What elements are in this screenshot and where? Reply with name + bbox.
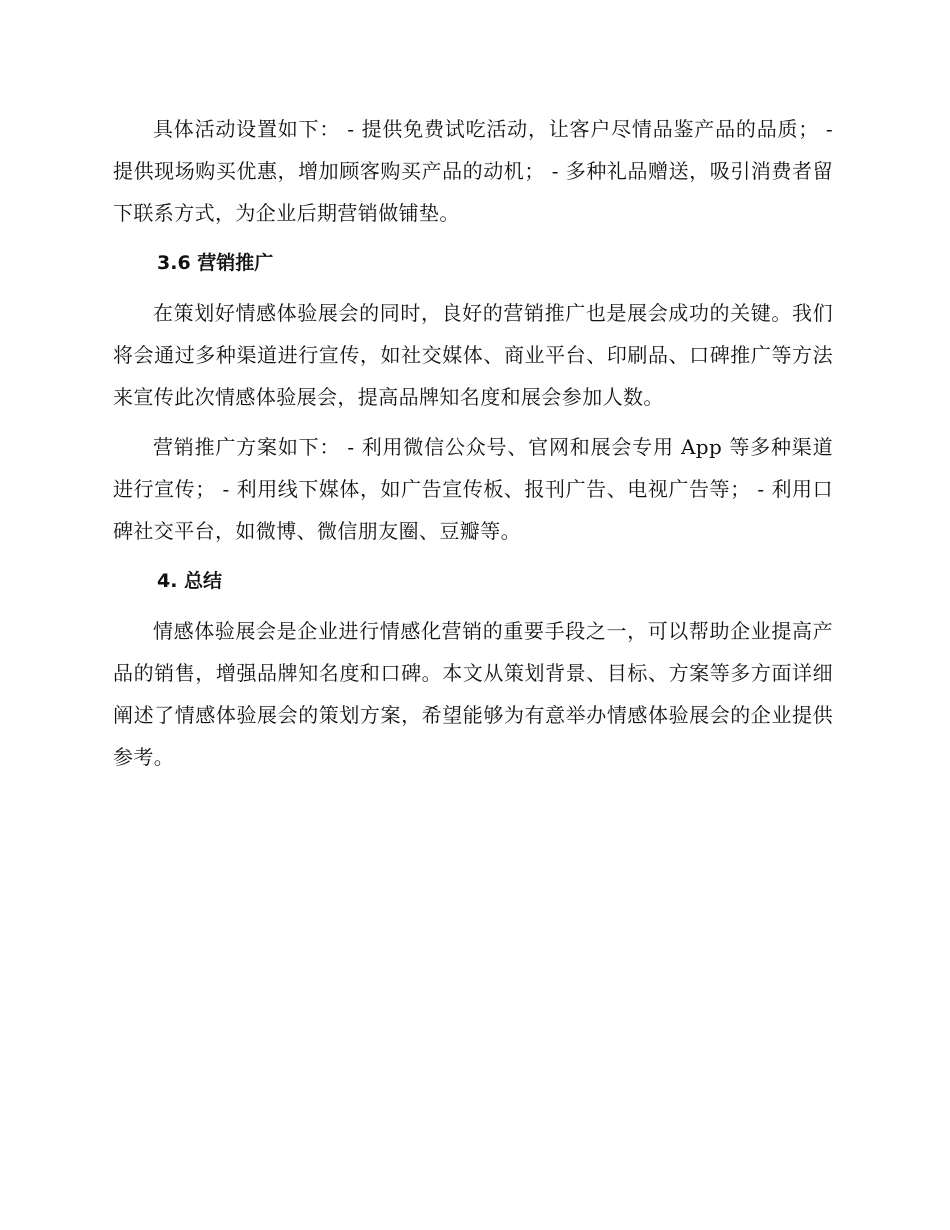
paragraph-marketing-plan: 营销推广方案如下： - 利用微信公众号、官网和展会专用 App 等多种渠道进行宣传； - 利用线下媒体，如广告宣传板、报刊广告、电视广告等； - 利用口碑社交平台，如微博、微信朋友圈、豆瓣等。: [113, 435, 833, 543]
paragraph-marketing-intro: 在策划好情感体验展会的同时，良好的营销推广也是展会成功的关键。我们将会通过多种渠道进行宣传，如社交媒体、商业平台、印刷品、口碑推广等方法来宣传此次情感体验展会，提高品牌知名度和展会参加人数。: [113, 301, 833, 409]
section-heading-summary: 4. 总结: [157, 570, 223, 592]
paragraph-activities: 具体活动设置如下： - 提供免费试吃活动，让客户尽情品鉴产品的品质； - 提供现场购买优惠，增加顾客购买产品的动机； - 多种礼品赠送，吸引消费者留下联系方式，为企业后期营销做铺垫。: [113, 117, 833, 225]
section-heading-marketing: 3.6 营销推广: [157, 252, 274, 274]
paragraph-summary: 情感体验展会是企业进行情感化营销的重要手段之一，可以帮助企业提高产品的销售，增强品牌知名度和口碑。本文从策划背景、目标、方案等多方面详细阐述了情感体验展会的策划方案，希望能够为有意举办情感体验展会的企业提供参考。: [113, 619, 833, 769]
document-body: [113, 108, 833, 786]
